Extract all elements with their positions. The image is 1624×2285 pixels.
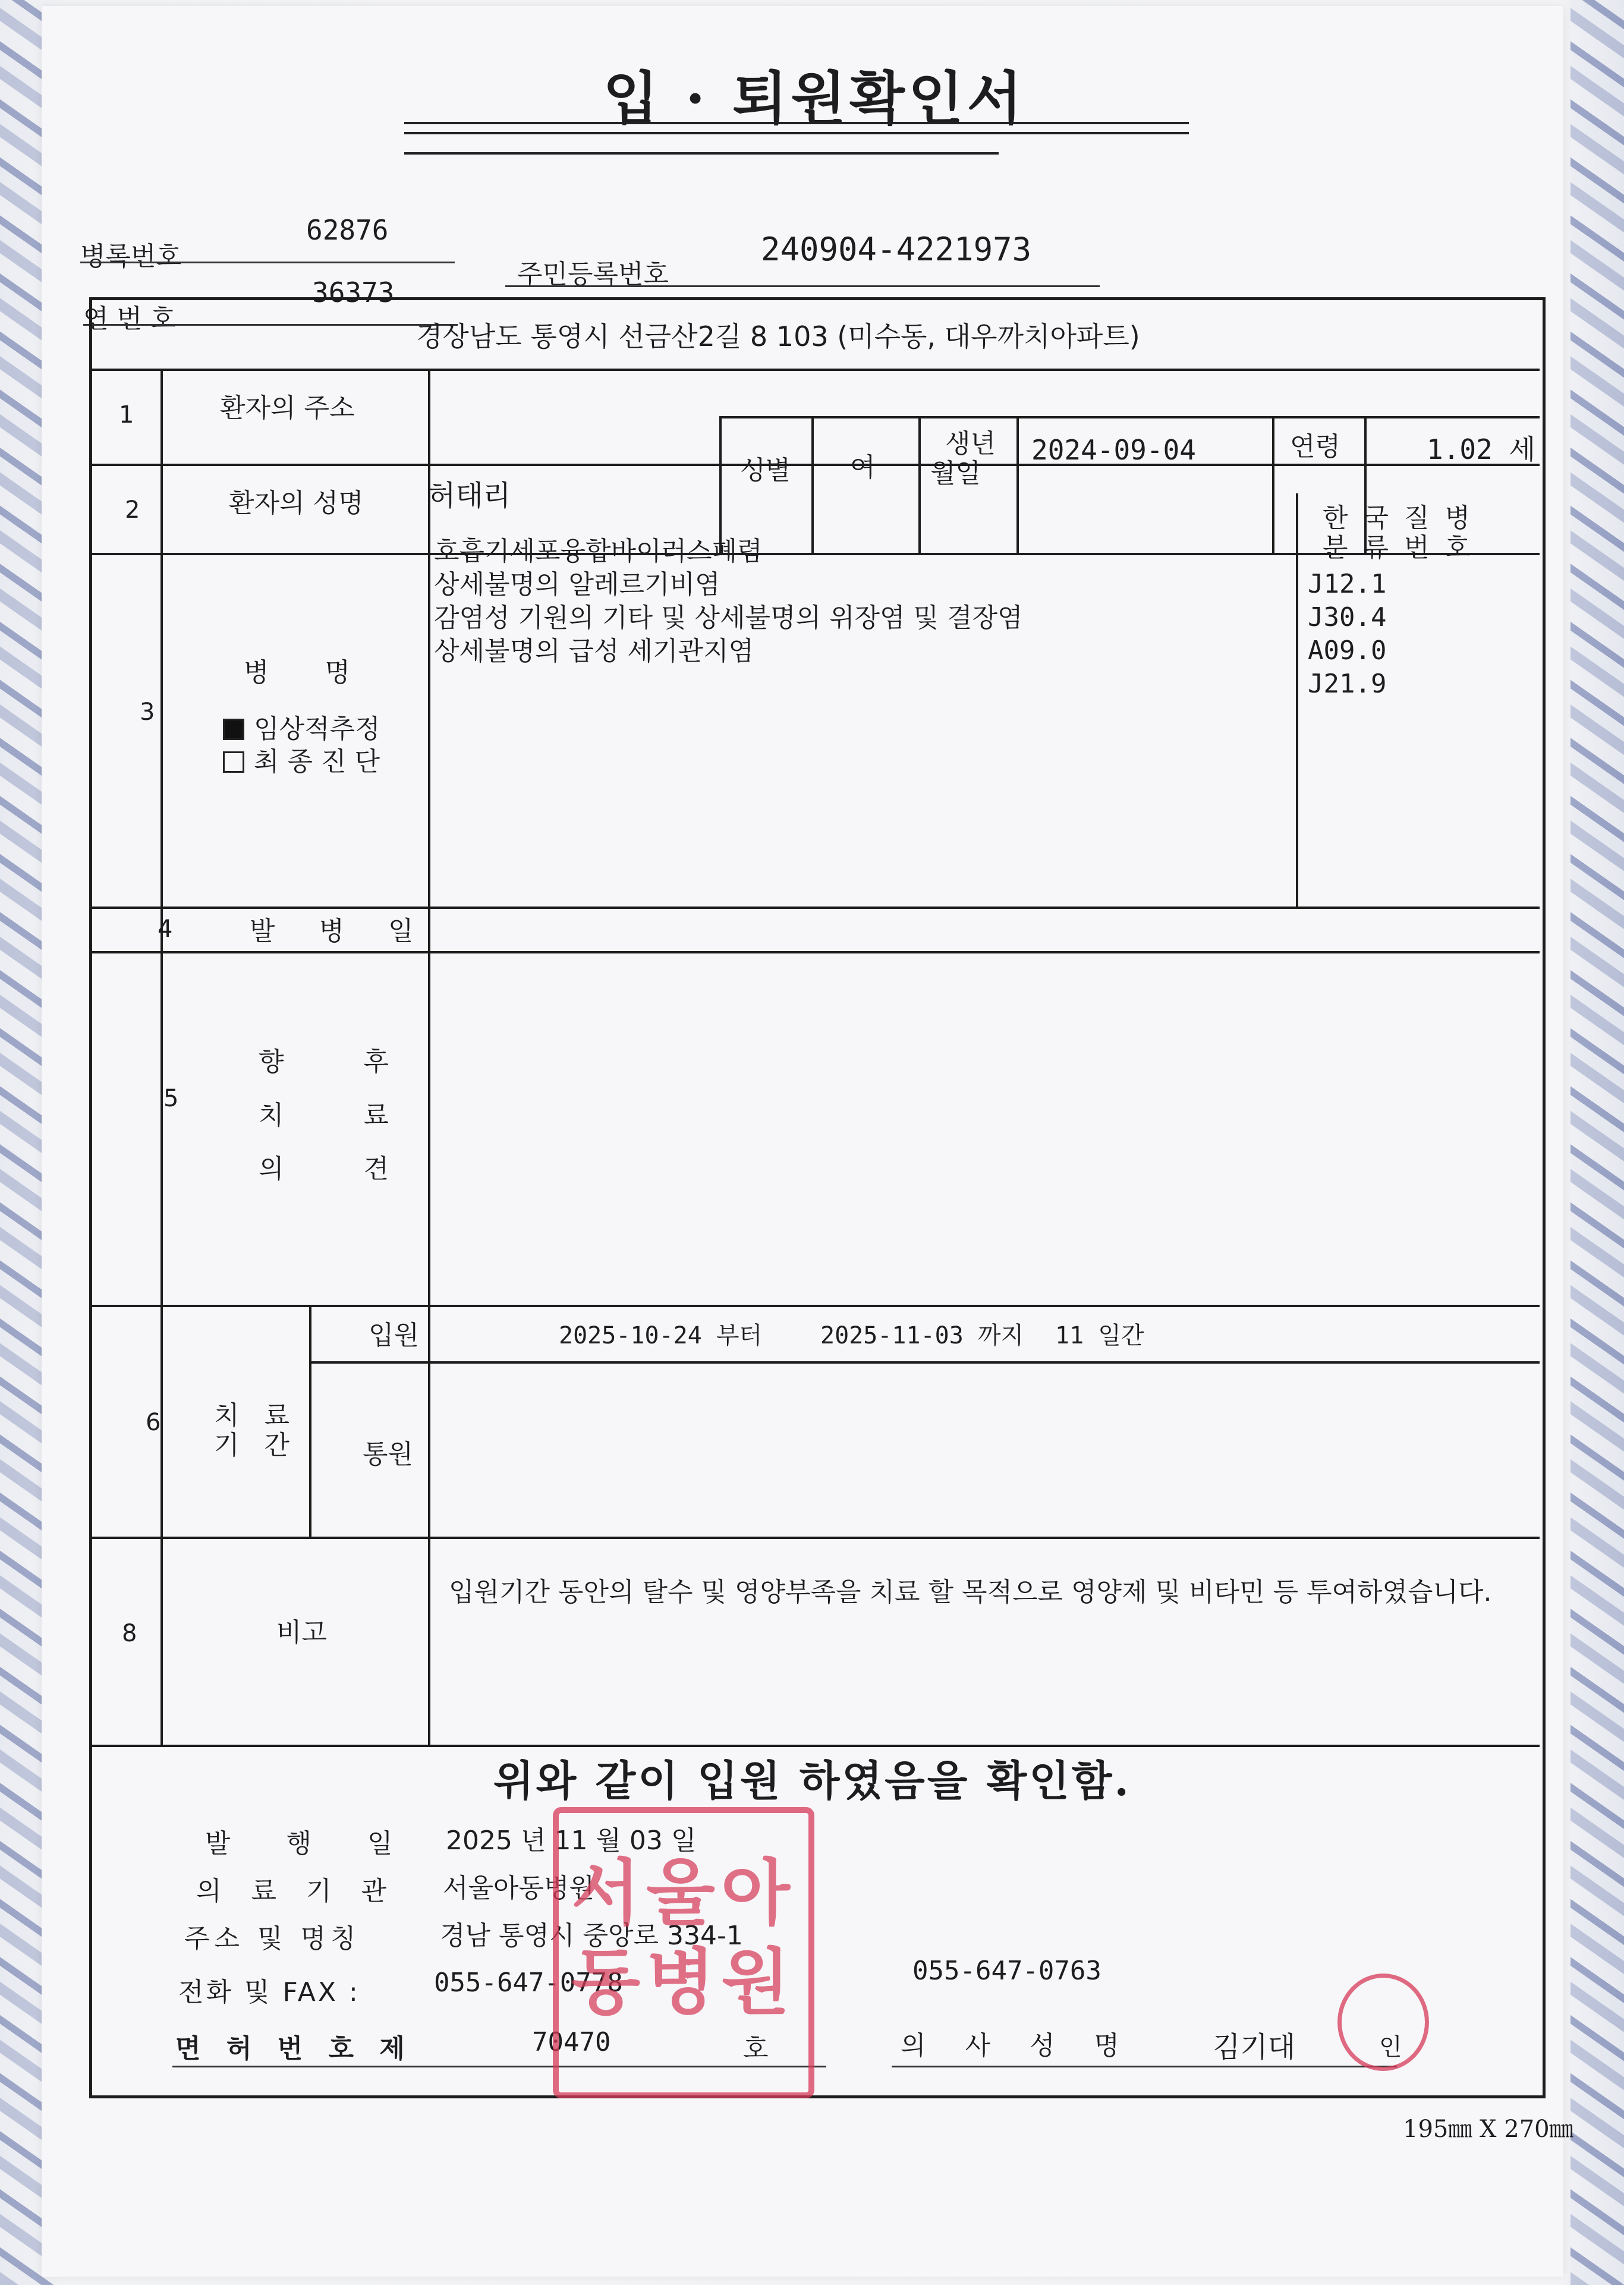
row-top-line bbox=[89, 369, 1540, 371]
patient-name: 허태리 bbox=[428, 479, 511, 512]
sex-value: 여 bbox=[850, 452, 876, 483]
admit-to: 2025-11-03 까지 bbox=[820, 1322, 1024, 1349]
row6-label-1: 치 료 bbox=[214, 1400, 298, 1431]
col-code-divider bbox=[1296, 493, 1298, 907]
row8-number: 8 bbox=[122, 1620, 137, 1647]
doctor-name: 김기대 bbox=[1213, 2031, 1296, 2064]
kcd-code: A09.0 bbox=[1308, 635, 1387, 666]
document-title: 입 · 퇴원확인서 bbox=[603, 65, 1026, 132]
row4-number: 4 bbox=[158, 915, 173, 943]
doctor-underline bbox=[892, 2066, 1397, 2067]
row6-mid bbox=[309, 1361, 1540, 1364]
col-dobval-divider bbox=[1272, 416, 1274, 553]
outpatient-label: 통원 bbox=[363, 1439, 414, 1469]
doctor-seal-stamp bbox=[1337, 1974, 1429, 2071]
age-label: 연령 bbox=[1290, 432, 1341, 462]
license-number: 70470 bbox=[532, 2027, 611, 2057]
row5-label-1: 향 후 bbox=[259, 1047, 424, 1077]
row8-label: 비고 bbox=[276, 1617, 328, 1648]
row5-bottom bbox=[89, 1305, 1540, 1307]
institution-name: 서울아동병원 bbox=[443, 1873, 595, 1903]
record-no-underline bbox=[80, 262, 455, 263]
final-diagnosis-label: 최 종 진 단 bbox=[254, 747, 380, 777]
institution-label: 의 료 기 관 bbox=[196, 1876, 397, 1906]
remarks-text: 입원기간 동안의 탈수 및 영양부족을 치료 할 목적으로 영양제 및 비타민 등 투여하였습니다. bbox=[449, 1577, 1492, 1607]
resident-no: 240904-4221973 bbox=[761, 231, 1032, 268]
resident-no-underline bbox=[505, 285, 1100, 287]
hospital-seal-stamp bbox=[553, 1807, 814, 2098]
title-underline-1 bbox=[404, 122, 1189, 124]
row4-bottom bbox=[89, 951, 1540, 953]
row3-label: 병 명 bbox=[244, 657, 374, 688]
diagnosis-list bbox=[434, 535, 1023, 668]
row6-bottom bbox=[89, 1537, 1540, 1539]
phone-label: 전화 및 FAX : bbox=[178, 1977, 360, 2007]
license-suffix: 호 bbox=[743, 2034, 769, 2064]
address-label: 주소 및 명칭 bbox=[184, 1924, 361, 1954]
col-sexval-divider bbox=[918, 416, 921, 553]
diagnosis-item: 호흡기세포융합바이러스폐렴 bbox=[434, 536, 763, 566]
background-fabric-right bbox=[1571, 0, 1624, 2285]
patient-address: 경상남도 통영시 선금산2길 8 103 (미수동, 대우까치아파트) bbox=[416, 320, 1140, 352]
issue-date: 2025 년 11 월 03 일 bbox=[446, 1826, 697, 1856]
row4-label: 발 병 일 bbox=[250, 916, 432, 946]
row3-bottom bbox=[89, 907, 1540, 909]
row1-bottom bbox=[89, 464, 1540, 466]
row5-label-2: 치 료 bbox=[259, 1100, 424, 1131]
row5-number: 5 bbox=[163, 1085, 179, 1112]
record-no-label: 병록번호 bbox=[80, 241, 182, 272]
row2-number: 2 bbox=[125, 496, 140, 524]
row2-label: 환자의 성명 bbox=[229, 488, 364, 518]
diagnosis-item: 감염성 기원의 기타 및 상세불명의 위장염 및 결장염 bbox=[434, 603, 1023, 633]
kcd-code-list bbox=[1308, 568, 1386, 701]
final-diagnosis-checkbox bbox=[223, 751, 244, 773]
record-no: 62876 bbox=[306, 214, 389, 246]
admit-days: 11 일간 bbox=[1055, 1322, 1144, 1349]
col-sex-divider bbox=[811, 416, 814, 553]
dob-value: 2024-09-04 bbox=[1031, 434, 1196, 466]
final-diagnosis-option bbox=[223, 740, 380, 778]
row3-number: 3 bbox=[140, 698, 155, 726]
col-label-divider-r8 bbox=[428, 1537, 430, 1745]
row2-top-line bbox=[719, 416, 1540, 418]
kcd-code: J30.4 bbox=[1308, 602, 1387, 632]
confirmation-statement: 위와 같이 입원 하였음을 확인함. bbox=[493, 1756, 1131, 1805]
row1-number: 1 bbox=[119, 401, 134, 429]
license-label: 면 허 번 호 제 bbox=[175, 2034, 413, 2064]
col-r6-sub-divider bbox=[309, 1305, 311, 1537]
doctor-label: 의 사 성 명 bbox=[901, 2031, 1135, 2061]
hospital-seal-text: 서울아동병원 bbox=[571, 1851, 796, 2024]
kcd-label-1: 한 국 질 병 bbox=[1323, 503, 1474, 533]
fax-number: 055-647-0763 bbox=[912, 1956, 1101, 1986]
title-underline-3 bbox=[404, 152, 999, 155]
diagnosis-item: 상세불명의 알레르기비염 bbox=[434, 569, 720, 600]
dob-label-2: 월일 bbox=[930, 458, 981, 489]
title-underline-2 bbox=[404, 132, 1189, 134]
phone-number: 055-647-0778 bbox=[434, 1968, 623, 1998]
row6-number: 6 bbox=[146, 1409, 161, 1436]
admit-from: 2025-10-24 부터 bbox=[559, 1322, 763, 1349]
serial-no-label: 연 번 호 bbox=[83, 304, 176, 334]
col-label-divider bbox=[428, 369, 430, 1537]
paper-size-note: 195㎜ X 270㎜ bbox=[1403, 2116, 1573, 2143]
row8-bottom bbox=[89, 1745, 1540, 1747]
col-dob-divider bbox=[1016, 416, 1019, 553]
dob-label-1: 생년 bbox=[945, 429, 996, 459]
clinical-estimate-label: 임상적추정 bbox=[254, 714, 380, 744]
kcd-label-2: 분 류 번 호 bbox=[1323, 533, 1474, 563]
row5-label-3: 의 견 bbox=[259, 1154, 424, 1184]
institution-address: 경남 통영시 중앙로 334-1 bbox=[440, 1921, 743, 1951]
age-value: 1.02 세 bbox=[1427, 433, 1535, 465]
diagnosis-item: 상세불명의 급성 세기관지염 bbox=[434, 636, 754, 666]
resident-no-label: 주민등록번호 bbox=[517, 259, 669, 289]
row1-label: 환자의 주소 bbox=[220, 393, 355, 423]
clinical-estimate-checkbox bbox=[223, 719, 244, 740]
kcd-code: J12.1 bbox=[1308, 569, 1387, 599]
sex-label: 성별 bbox=[740, 455, 791, 486]
col-no-divider bbox=[160, 369, 163, 1745]
serial-no: 36373 bbox=[312, 276, 395, 309]
row6-label-2: 기 간 bbox=[214, 1430, 298, 1461]
kcd-code: J21.9 bbox=[1308, 669, 1387, 699]
col-name-divider bbox=[719, 416, 722, 553]
inpatient-label: 입원 bbox=[369, 1320, 420, 1351]
seal-mark: 인 bbox=[1379, 2034, 1402, 2061]
issue-date-label: 발 행 일 bbox=[205, 1828, 417, 1859]
